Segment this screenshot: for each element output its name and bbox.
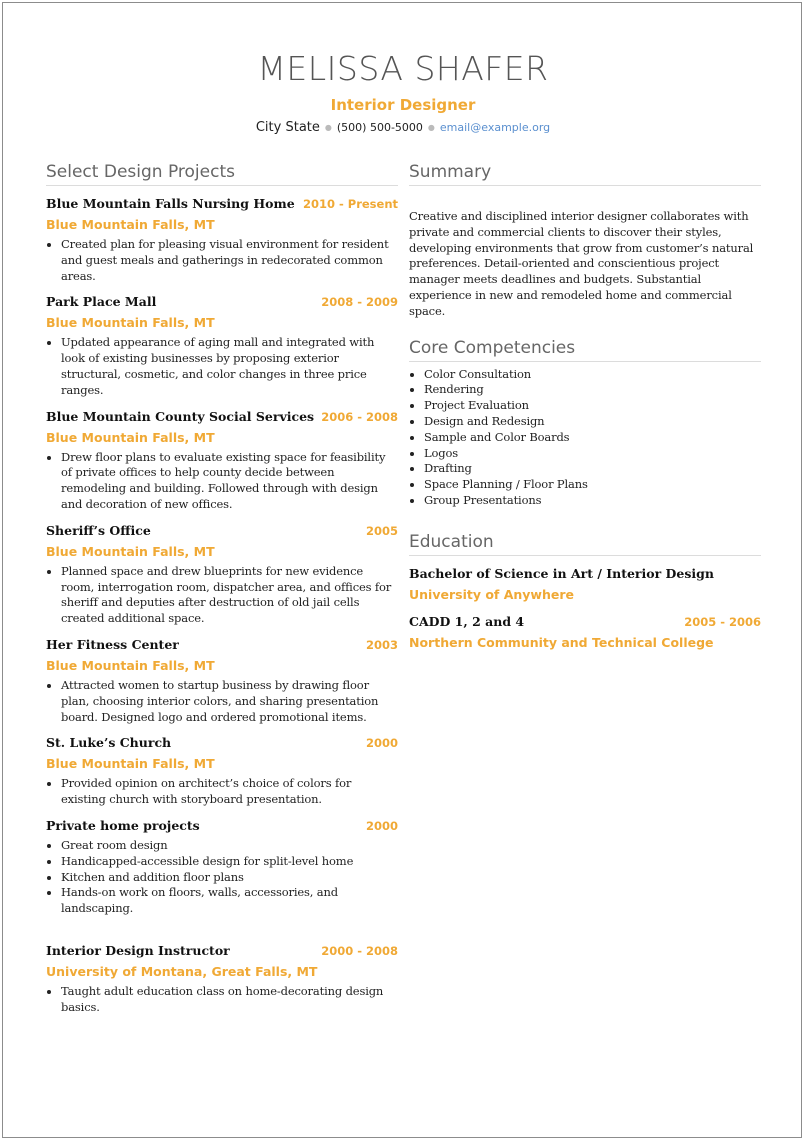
project-location: Blue Mountain Falls, MT: [46, 657, 215, 673]
project-location: Blue Mountain Falls, MT: [46, 756, 215, 772]
contact-line: [3, 118, 803, 137]
position-location: University of Montana, Great Falls, MT: [46, 963, 318, 979]
degree-title: Bachelor of Science in Art / Interior Design: [409, 565, 714, 581]
list-item: • Provided opinion on architect’s choice of colors for existing church with storyboard presentation.: [61, 776, 398, 808]
list-item: • Updated appearance of aging mall and integrated with look of existing businesses by proposing exterior structural, cosmetic, and color changes in three price ranges.: [61, 335, 398, 398]
list-item: • Color Consultation: [424, 367, 761, 383]
instructor-entry: [46, 942, 398, 1016]
list-item: • Planned space and drew blueprints for new evidence room, interrogation room, dispatcher area, and offices for sheriff and deputies after destruction of old jail cells created additional space.: [61, 564, 398, 627]
project-entry: [46, 408, 398, 513]
education-entry: [409, 565, 761, 604]
project-bullets: [46, 237, 398, 284]
location-text: City State: [255, 120, 320, 135]
list-item: • Kitchen and addition floor plans: [61, 870, 398, 886]
position-date: 2000 - 2008: [321, 943, 398, 958]
education-entry: [409, 613, 761, 652]
list-item: • Created plan for pleasing visual environment for resident and guest meals and gatherings in redecorated common areas.: [61, 237, 398, 284]
position-title: Interior Design Instructor: [46, 942, 230, 958]
section-title-competencies: Core Competencies: [409, 336, 761, 362]
left-column: [46, 160, 398, 1016]
project-title: Private home projects: [46, 817, 200, 833]
position-bullets: [46, 984, 398, 1016]
section-title-projects: Select Design Projects: [46, 160, 398, 186]
project-date: 2003: [365, 637, 398, 652]
phone-text: (500) 500-5000: [336, 121, 423, 134]
project-bullets: [46, 450, 398, 513]
project-bullets: [46, 335, 398, 398]
list-item: • Project Evaluation: [424, 398, 761, 414]
list-item: • Great room design: [61, 838, 398, 854]
job-title: Interior Designer: [330, 96, 476, 114]
separator-dot-icon: ●: [324, 122, 332, 132]
email-link[interactable]: email@example.org: [439, 121, 551, 134]
project-entry: [46, 522, 398, 627]
resume-page: [2, 2, 802, 1138]
list-item: • Sample and Color Boards: [424, 430, 761, 446]
project-title: Blue Mountain Falls Nursing Home: [46, 196, 295, 211]
project-entry: [46, 293, 398, 398]
education-date: 2005 - 2006: [684, 614, 761, 629]
list-item: • Drafting: [424, 461, 761, 477]
list-item: • Group Presentations: [424, 493, 761, 509]
project-bullets: [46, 564, 398, 627]
degree-title: CADD 1, 2 and 4: [409, 613, 525, 629]
section-title-education: Education: [409, 530, 761, 556]
school-name: University of Anywhere: [409, 586, 574, 602]
list-item: • Drew floor plans to evaluate existing space for feasibility of private offices to help county decide between remodeling and building. Followed through with design and decoration of new offices.: [61, 450, 398, 513]
project-title: Sheriff’s Office: [46, 522, 151, 538]
project-location: Blue Mountain Falls, MT: [46, 429, 215, 445]
list-item: • Space Planning / Floor Plans: [424, 477, 761, 493]
list-item: • Taught adult education class on home-decorating design basics.: [61, 984, 398, 1016]
project-location: Blue Mountain Falls, MT: [46, 543, 215, 559]
school-name: Northern Community and Technical College: [409, 634, 714, 650]
project-entry: [46, 817, 398, 917]
separator-dot-icon: ●: [427, 122, 435, 132]
list-item: • Attracted women to startup business by drawing floor plan, choosing interior colors, and sharing presentation board. Designed logo and ordered promotional items.: [61, 678, 398, 725]
project-entry: [46, 734, 398, 808]
project-entry: [46, 636, 398, 725]
list-item: • Hands-on work on floors, walls, accessories, and landscaping.: [61, 885, 398, 917]
candidate-name: MELISSA SHAFER: [257, 49, 549, 88]
project-date: 2000: [365, 818, 398, 833]
project-bullets: [46, 838, 398, 917]
list-item: • Logos: [424, 446, 761, 462]
summary-paragraph: Creative and disciplined interior designer collaborates with private and commercial clients to discover their styles, developing environments that grow from customer’s natural preferences. Detail-oriented and conscientious project manager meets deadlines and budgets. Substantial experience in new and remodeled home and commercial space.: [409, 209, 754, 318]
list-item: • Rendering: [424, 382, 761, 398]
project-location: Blue Mountain Falls, MT: [46, 217, 215, 232]
project-location: Blue Mountain Falls, MT: [46, 315, 215, 331]
project-entry: [46, 195, 398, 284]
project-title: Blue Mountain County Social Services: [46, 408, 315, 424]
competencies-list: [409, 367, 761, 509]
project-date: 2006 - 2008: [321, 409, 398, 424]
list-item: • Handicapped-accessible design for split-level home: [61, 854, 398, 870]
project-date: 2000: [365, 736, 398, 751]
list-item: • Design and Redesign: [424, 414, 761, 430]
project-date: 2010 - Present: [302, 197, 398, 211]
project-date: 2008 - 2009: [321, 295, 398, 310]
project-title: Park Place Mall: [46, 294, 157, 310]
project-title: Her Fitness Center: [46, 636, 179, 652]
project-title: St. Luke’s Church: [46, 735, 172, 751]
right-column: [409, 160, 761, 652]
project-bullets: [46, 776, 398, 808]
section-title-summary: Summary: [409, 160, 761, 186]
project-date: 2005: [365, 523, 398, 538]
project-bullets: [46, 678, 398, 725]
